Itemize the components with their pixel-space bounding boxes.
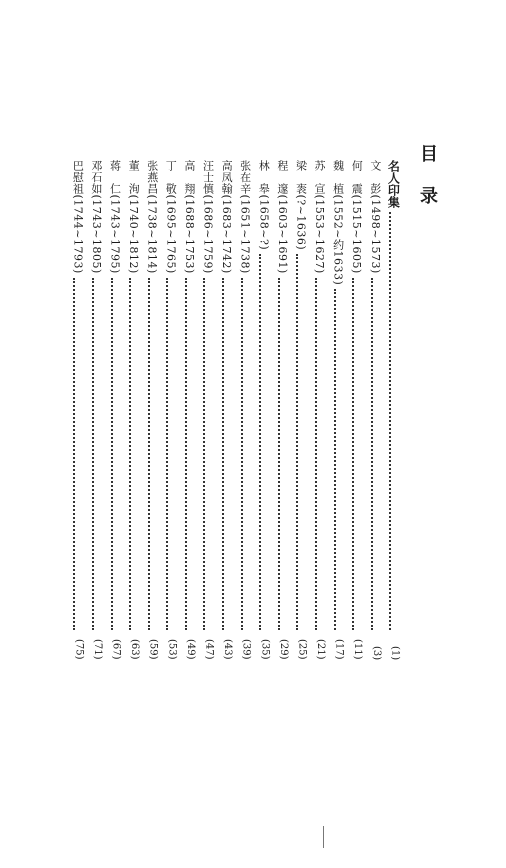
toc-entry-page: (49) bbox=[184, 639, 196, 660]
toc-entry-page: (29) bbox=[277, 639, 289, 660]
toc-title bbox=[414, 146, 444, 230]
toc-entry-name: 程 邃(1603~1691) bbox=[275, 160, 289, 274]
toc-entry[interactable] bbox=[158, 160, 177, 660]
toc-entry-page: (17) bbox=[333, 639, 345, 660]
toc-entry-page: (71) bbox=[91, 639, 103, 660]
toc-entry-page: (59) bbox=[147, 639, 159, 660]
page-edge-mark bbox=[323, 826, 324, 848]
toc-entry[interactable] bbox=[214, 160, 233, 660]
toc-entry[interactable] bbox=[326, 160, 345, 660]
toc-entry-name: 林 皋(1658~?) bbox=[257, 160, 271, 251]
dot-leader bbox=[166, 278, 168, 630]
toc-entry-page: (1) bbox=[389, 645, 401, 660]
toc-entry-page: (53) bbox=[166, 639, 178, 660]
toc-entry-name: 名人印集 bbox=[386, 160, 401, 208]
dot-leader bbox=[185, 278, 187, 630]
toc-entry-page: (47) bbox=[203, 639, 215, 660]
toc-entry[interactable] bbox=[288, 160, 307, 660]
dot-leader bbox=[371, 278, 373, 630]
dot-leader bbox=[241, 278, 243, 630]
dot-leader bbox=[259, 254, 261, 630]
dot-leader bbox=[389, 212, 391, 630]
toc-entry-page: (67) bbox=[110, 639, 122, 660]
toc-entry[interactable] bbox=[103, 160, 122, 660]
toc-entry-name: 董 洵(1740~1812) bbox=[127, 160, 141, 274]
dot-leader bbox=[296, 254, 298, 630]
toc-entry-name: 丁 敬(1695~1765) bbox=[164, 160, 178, 274]
toc-entry-name: 蒋 仁(1743~1795) bbox=[108, 160, 122, 274]
toc-entry[interactable] bbox=[270, 160, 289, 660]
toc-entry-page: (75) bbox=[73, 639, 85, 660]
toc-entry[interactable] bbox=[84, 160, 103, 660]
toc-entry-name: 高凤翰(1683~1742) bbox=[220, 160, 234, 274]
dot-leader bbox=[334, 289, 336, 630]
toc-entry-name: 张燕昌(1738~1814) bbox=[145, 160, 159, 274]
toc-entry[interactable] bbox=[195, 160, 214, 660]
toc-entry[interactable] bbox=[381, 160, 400, 660]
toc-entry-name: 魏 植(1552~约1633) bbox=[331, 160, 345, 286]
toc-entry-page: (3) bbox=[370, 645, 382, 660]
toc-entry-page: (63) bbox=[129, 639, 141, 660]
toc-entry-page: (35) bbox=[259, 639, 271, 660]
toc-entry-name: 张在辛(1651~1738) bbox=[238, 160, 252, 274]
toc-entry-name: 巴慰祖(1744~1793) bbox=[71, 160, 85, 274]
toc-entry[interactable] bbox=[363, 160, 382, 660]
dot-leader bbox=[278, 278, 280, 630]
toc-entry-name: 梁 袠(?~1636) bbox=[294, 160, 308, 251]
toc-entry-name: 邓石如(1743~1805) bbox=[89, 160, 103, 274]
toc-entry-name: 汪士慎(1686~1759) bbox=[201, 160, 215, 274]
toc-entry-page: (43) bbox=[222, 639, 234, 660]
toc-entry-page: (25) bbox=[296, 639, 308, 660]
toc-entry[interactable] bbox=[177, 160, 196, 660]
dot-leader bbox=[315, 278, 317, 630]
toc-entry-page: (11) bbox=[352, 639, 364, 660]
table-of-contents bbox=[64, 160, 400, 660]
dot-leader bbox=[111, 278, 113, 630]
dot-leader bbox=[203, 278, 205, 630]
toc-entry[interactable] bbox=[251, 160, 270, 660]
dot-leader bbox=[73, 278, 75, 630]
toc-entry[interactable] bbox=[307, 160, 326, 660]
title-char-2: 录 bbox=[420, 186, 438, 207]
toc-entry-page: (39) bbox=[240, 639, 252, 660]
dot-leader bbox=[148, 278, 150, 630]
toc-entry-name: 苏 宣(1553~1627) bbox=[313, 160, 327, 274]
dot-leader bbox=[92, 278, 94, 630]
toc-entry-name: 何 震(1515~1605) bbox=[350, 160, 364, 274]
dot-leader bbox=[352, 278, 354, 630]
toc-entry-page: (21) bbox=[315, 639, 327, 660]
dot-leader bbox=[222, 278, 224, 630]
toc-entry[interactable] bbox=[65, 160, 84, 660]
title-char-1: 目 bbox=[420, 144, 438, 165]
toc-entry[interactable] bbox=[140, 160, 159, 660]
toc-entry[interactable] bbox=[344, 160, 363, 660]
toc-entry[interactable] bbox=[233, 160, 252, 660]
toc-entry[interactable] bbox=[121, 160, 140, 660]
dot-leader bbox=[129, 278, 131, 630]
toc-entry-name: 文 彭(1498~1573) bbox=[368, 160, 382, 274]
toc-entry-name: 高 翔(1688~1753) bbox=[182, 160, 196, 274]
